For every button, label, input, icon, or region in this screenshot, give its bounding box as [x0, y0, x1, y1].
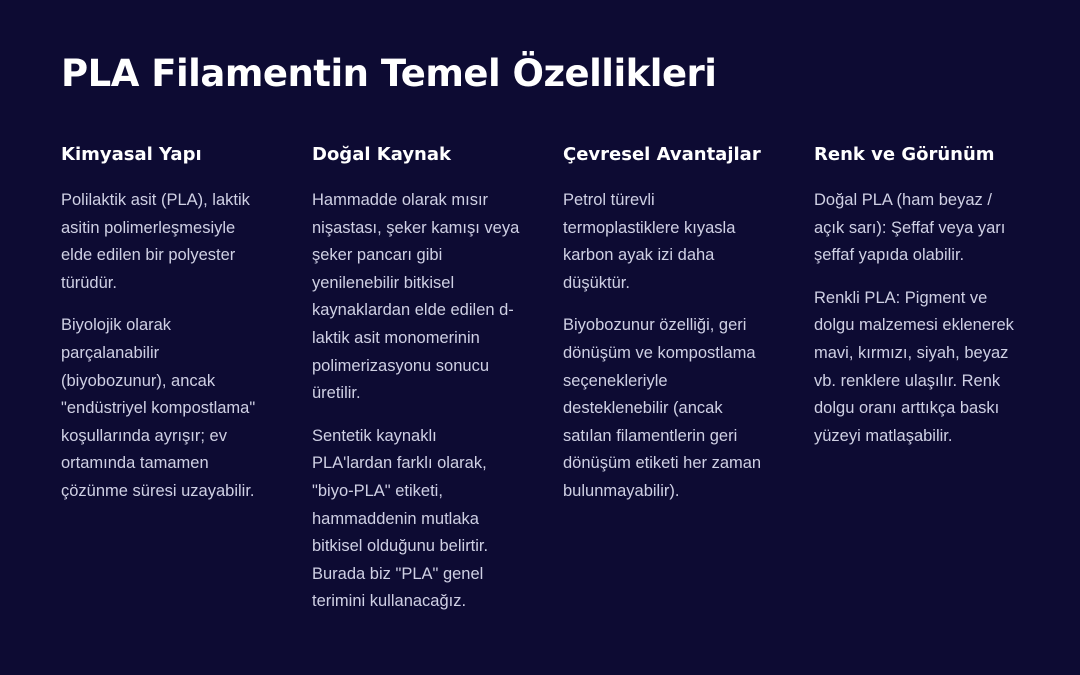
column-paragraph: Hammadde olarak mısır nişastası, şeker kamışı veya şeker pancarı gibi yenilenebilir bitkisel kaynaklardan elde edilen d-laktik asit monomerinin polimerizasyonu sonucu üretilir. — [312, 191, 520, 403]
column-heading: Doğal Kaynak — [312, 144, 451, 165]
column-paragraph: Polilaktik asit (PLA), laktik asitin polimerleşmesiyle elde edilen bir polyester türüdür. — [61, 191, 250, 292]
column-paragraph: Doğal PLA (ham beyaz / açık sarı): Şeffaf veya yarı şeffaf yapıda olabilir. — [814, 191, 1006, 265]
column-dogal-kaynak — [312, 142, 520, 631]
column-paragraph: Sentetik kaynaklı PLA'lardan farklı olarak, "biyo-PLA" etiketi, hammaddenin mutlaka bitkisel olduğunu belirtir. Burada biz "PLA" genel terimini kullanacağız. — [312, 426, 489, 611]
page-title: PLA Filamentin Temel Özellikleri — [61, 52, 717, 95]
column-kimyasal-yapi — [61, 142, 269, 631]
column-heading: Kimyasal Yapı — [61, 144, 202, 165]
column-paragraph: Petrol türevli termoplastiklere kıyasla karbon ayak izi daha düşüktür. — [563, 191, 736, 292]
column-cevresel-avantajlar — [563, 142, 771, 631]
column-paragraph: Biyolojik olarak parçalanabilir (biyobozunur), ancak "endüstriyel kompostlama" koşullarında ayrışır; ev ortamında tamamen çözünme süresi uzayabilir. — [61, 316, 256, 500]
column-renk-ve-gorunum — [814, 142, 1022, 631]
column-paragraph: Biyobozunur özelliği, geri dönüşüm ve kompostlama seçenekleriyle desteklenebilir (ancak satılan filamentlerin geri dönüşüm etiketi her zaman bulunmayabilir). — [563, 316, 762, 500]
column-paragraph: Renkli PLA: Pigment ve dolgu malzemesi eklenerek mavi, kırmızı, siyah, beyaz vb. renklere ulaşılır. Renk dolgu oranı arttıkça baskı yüzeyi matlaşabilir. — [814, 288, 1014, 445]
column-heading: Çevresel Avantajlar — [563, 144, 761, 165]
column-heading: Renk ve Görünüm — [814, 144, 995, 165]
feature-columns — [61, 142, 1021, 631]
